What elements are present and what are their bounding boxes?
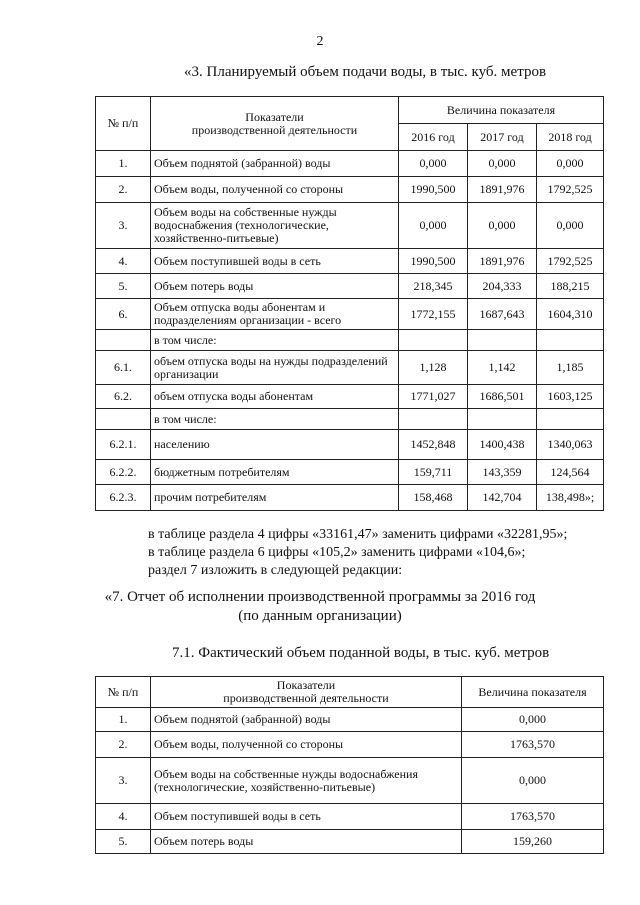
header-value: Величина показателя	[399, 97, 604, 124]
header-num: № п/п	[96, 97, 151, 151]
section7-subtitle: 7.1. Фактический объем поданной воды, в тыс. куб. метров	[172, 645, 550, 661]
actual-water-table	[95, 676, 604, 854]
table-row: 1. Объем поднятой (забранной) воды 0,000	[96, 708, 604, 732]
table-row: 4. Объем поступившей воды в сеть 1990,500 1891,976 1792,525	[96, 249, 604, 274]
header-year-2017: 2017 год	[468, 124, 537, 151]
paragraph-3: раздел 7 изложить в следующей редакции:	[148, 563, 403, 578]
section7-title-line1: «7. Отчет об исполнении производственной программы за 2016 год	[104, 589, 536, 605]
table-row: 2. Объем воды, полученной со стороны 1763,570	[96, 732, 604, 758]
table-row: в том числе:	[96, 330, 604, 351]
table-row: 6.1. объем отпуска воды на нужды подразделений организации 1,128 1,142 1,185	[96, 351, 604, 385]
header-value: Величина показателя	[462, 677, 604, 708]
header-indicator: Показатели производственной деятельности	[151, 97, 399, 151]
page-number: 2	[316, 34, 324, 49]
table-row: 5. Объем потерь воды 218,345 204,333 188,215	[96, 274, 604, 299]
table-row: 6.2.2. бюджетным потребителям 159,711 143,359 124,564	[96, 460, 604, 485]
header-year-2018: 2018 год	[537, 124, 604, 151]
planned-water-table	[95, 96, 604, 511]
table-row: 1. Объем поднятой (забранной) воды 0,000 0,000 0,000	[96, 151, 604, 177]
paragraph-1: в таблице раздела 4 цифры «33161,47» заменить цифрами «32281,95»;	[148, 527, 568, 542]
section7-title	[0, 588, 640, 626]
table-row: 3. Объем воды на собственные нужды водоснабжения (технологические, хозяйственно-питьевые) 0,000	[96, 758, 604, 804]
table-row: 6.2.1. населению 1452,848 1400,438 1340,063	[96, 430, 604, 460]
table-row: 5. Объем потерь воды 159,260	[96, 830, 604, 854]
table-row: 6.2. объем отпуска воды абонентам 1771,027 1686,501 1603,125	[96, 385, 604, 409]
table-row: 4. Объем поступившей воды в сеть 1763,570	[96, 804, 604, 830]
header-indicator: Показатели производственной деятельности	[151, 677, 462, 708]
section3-title: «3. Планируемый объем подачи воды, в тыс. куб. метров	[184, 64, 547, 80]
table-row: 6. Объем отпуска воды абонентам и подразделениям организации - всего 1772,155 1687,643 1604,310	[96, 299, 604, 330]
section7-title-line2: (по данным организации)	[238, 608, 402, 624]
table-row: 6.2.3. прочим потребителям 158,468 142,704 138,498»;	[96, 485, 604, 511]
paragraph-2: в таблице раздела 6 цифры «105,2» заменить цифрами «104,6»;	[148, 545, 526, 560]
table-row: в том числе:	[96, 409, 604, 430]
header-num: № п/п	[96, 677, 151, 708]
table-row: 3. Объем воды на собственные нужды водоснабжения (технологические, хозяйственно-питьевые) 0,000 0,000 0,000	[96, 203, 604, 249]
table-row: 2. Объем воды, полученной со стороны 1990,500 1891,976 1792,525	[96, 177, 604, 203]
header-year-2016: 2016 год	[399, 124, 468, 151]
